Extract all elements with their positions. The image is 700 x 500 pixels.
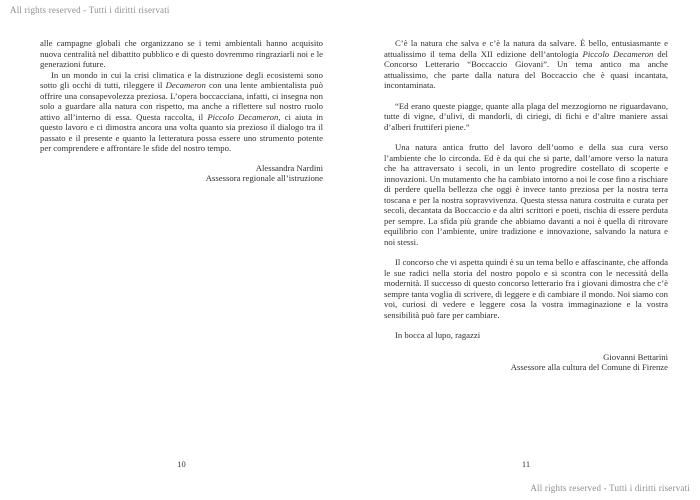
paragraph xyxy=(384,38,668,91)
text-segment: , ci aiuta in questo lavoro e ci dimostra ancora una volta quanto sia prezioso il dialogo tra il passato e il presente e quanto la letteratura possa essere uno strumento potente per comprendere e affrontare le sfide del nostro tempo. xyxy=(40,111,323,153)
text-segment: alle campagne globali che organizzano se i temi ambientali hanno acquisito nuova centralità nel dibattito pubblico e di questo dovremmo ringraziarli noi e le generazioni future. xyxy=(40,38,323,69)
signature-title: Assessore alla cultura del Comune di Firenze xyxy=(510,362,668,372)
signature-name: Giovanni Bettarini xyxy=(603,351,668,362)
italic-book-title: Piccolo Decameron xyxy=(582,48,654,59)
paragraph-continuation xyxy=(40,38,323,70)
text-segment: del Concorso Letterario “Boccaccio Giovani”. Un tema antico ma anche attualissimo, che parte dalla natura del Boccaccio che è quasi incantata, incontaminata. xyxy=(384,48,668,90)
text-segment: Il concorso che vi aspetta quindi è su un tema bello e affascinante, che affonda le sue radici nella storia del nostro popolo e si scontra con le necessità della modernità. Il successo di questo concorso letterario fra i giovani dimostra che c’è sempre tanta voglia di scrivere, di leggere e di cambiare il mondo. Noi siamo con voi, curiosi di vedere e leggere cosa la vostra immaginazione e la vostra sensibilità può fare per cambiare. xyxy=(384,257,668,320)
signature-block-right xyxy=(384,352,668,373)
paragraph xyxy=(384,257,668,320)
page-number-right: 11 xyxy=(521,459,531,469)
page-left xyxy=(40,38,323,184)
signature-title: Assessora regionale all’istruzione xyxy=(205,173,323,183)
paragraph-quote xyxy=(384,101,668,133)
signature-name: Alessandra Nardini xyxy=(255,162,323,173)
page-right xyxy=(384,38,668,373)
copyright-footer: All rights reserved - Tutti i diritti riservati xyxy=(530,483,690,493)
paragraph xyxy=(40,70,323,154)
paragraph xyxy=(384,142,668,247)
italic-book-title: Piccolo Decameron xyxy=(207,111,279,122)
text-segment: C’è la natura che salva e c’è la natura da salvare. È bello, entusiasmante e attualissimo il tema della XII edizione dell’antologia xyxy=(384,38,668,59)
copyright-header: All rights reserved - Tutti i diritti riservati xyxy=(10,5,170,15)
italic-book-title: Decameron xyxy=(165,80,206,90)
text-segment: Una natura antica frutto del lavoro dell’uomo e della sua cura verso l’ambiente che lo circonda. Ed è da qui che si parte, dall’amore verso la natura che ha attraversato i secoli, in un lento progredire costellato di scoperte e innovazioni. Un mutamento che ha cambiato intorno a noi le cose fino a rischiare di perdere quella bellezza che oggi è invece tanto preziosa per la nostra terra toscana e per la nostra sopravvivenza. Questa stessa natura costruita e curata per secoli, decantata da Boccaccio e da altri scrittori e poeti, rischia di essere perduta per sempre. La sfida più grande che abbiamo davanti a noi è quella di ritrovare equilibrio con l’ambiente, unire tradizione e innovazione, salvando la natura e noi stessi. xyxy=(384,142,668,247)
text-segment: In un mondo in cui la crisi climatica e la distruzione degli ecosistemi sono sotto gli occhi di tutti, rileggere il xyxy=(40,69,323,90)
text-segment: con una lente ambientalista può offrire una consapevolezza preziosa. L’opera boccacciana, infatti, ci insegna non solo a guardare alla natura con rispetto, ma anche a riflettere sul nostro ruolo attivo all’interno di essa. Questa raccolta, il xyxy=(40,80,323,122)
closing-line: In bocca al lupo, ragazzi xyxy=(395,330,481,340)
text-segment: “Ed erano queste piagge, quante alla plaga del mezzogiorno ne riguardavano, tutte di vigne, d’ulivi, di mandorli, di ciriegi, di fichi e d’altre maniere assai d’alberi fruttiferi piene.” xyxy=(384,100,668,132)
signature-block-left xyxy=(40,163,323,184)
page-number-left: 10 xyxy=(177,459,186,469)
